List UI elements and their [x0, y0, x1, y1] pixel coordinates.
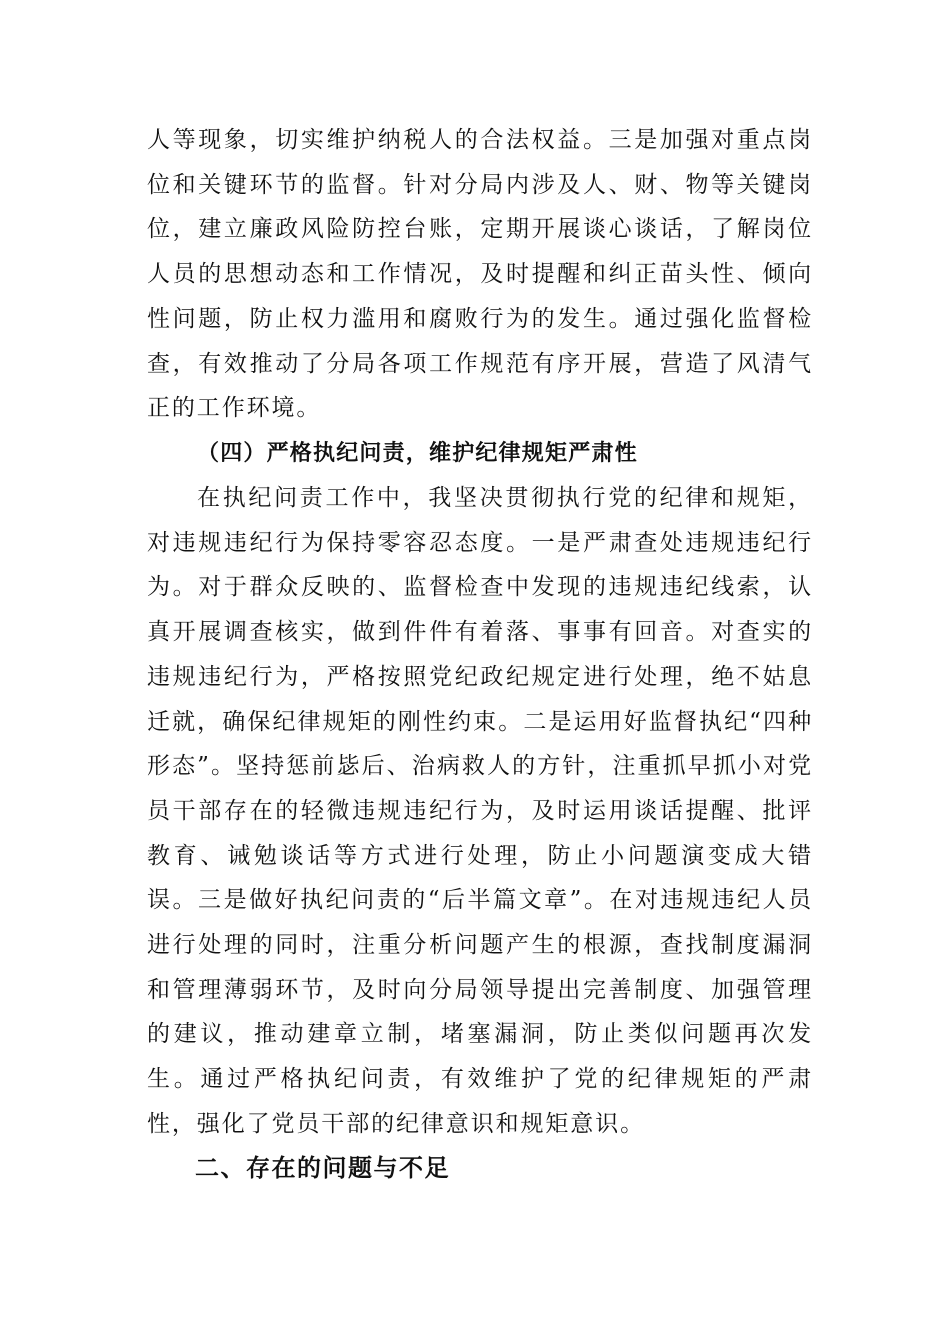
paragraph-continuation: 人等现象，切实维护纳税人的合法权益。三是加强对重点岗位和关键环节的监督。针对分局内涉及人、财、物等关键岗位，建立廉政风险防控台账，定期开展谈心谈话，了解岗位人员的思想动态和工作情况，及时提醒和纠正苗头性、倾向性问题，防止权力滥用和腐败行为的发生。通过强化监督检查，有效推动了分局各项工作规范有序开展，营造了风清气正的工作环境。	[147, 127, 813, 422]
section-heading-problems: 二、存在的问题与不足	[195, 1154, 450, 1182]
subheading-four: （四）严格执纪问责，维护纪律规矩严肃性	[197, 441, 638, 466]
paragraph-discipline-accountability: 在执纪问责工作中，我坚决贯彻执行党的纪律和规矩，对违规违纪行为保持零容忍态度。一是严肃查处违规违纪行为。对于群众反映的、监督检查中发现的违规违纪线索，认真开展调查核实，做到件件有着落、事事有回音。对查实的违规违纪行为，严格按照党纪政纪规定进行处理，绝不姑息迁就，确保纪律规矩的刚性约束。二是运用好监督执纪“四种形态”。坚持惩前毖后、治病救人的方针，注重抓早抓小对党员干部存在的轻微违规违纪行为，及时运用谈话提醒、批评教育、诫勉谈话等方式进行处理，防止小问题演变成大错误。三是做好执纪问责的“后半篇文章”。在对违规违纪人员进行处理的同时，注重分析问题产生的根源，查找制度漏洞和管理薄弱环节，及时向分局领导提出完善制度、加强管理的建议，推动建章立制，堵塞漏洞，防止类似问题再次发生。通过严格执纪问责，有效维护了党的纪律规矩的严肃性，强化了党员干部的纪律意识和规矩意识。	[147, 485, 813, 1137]
